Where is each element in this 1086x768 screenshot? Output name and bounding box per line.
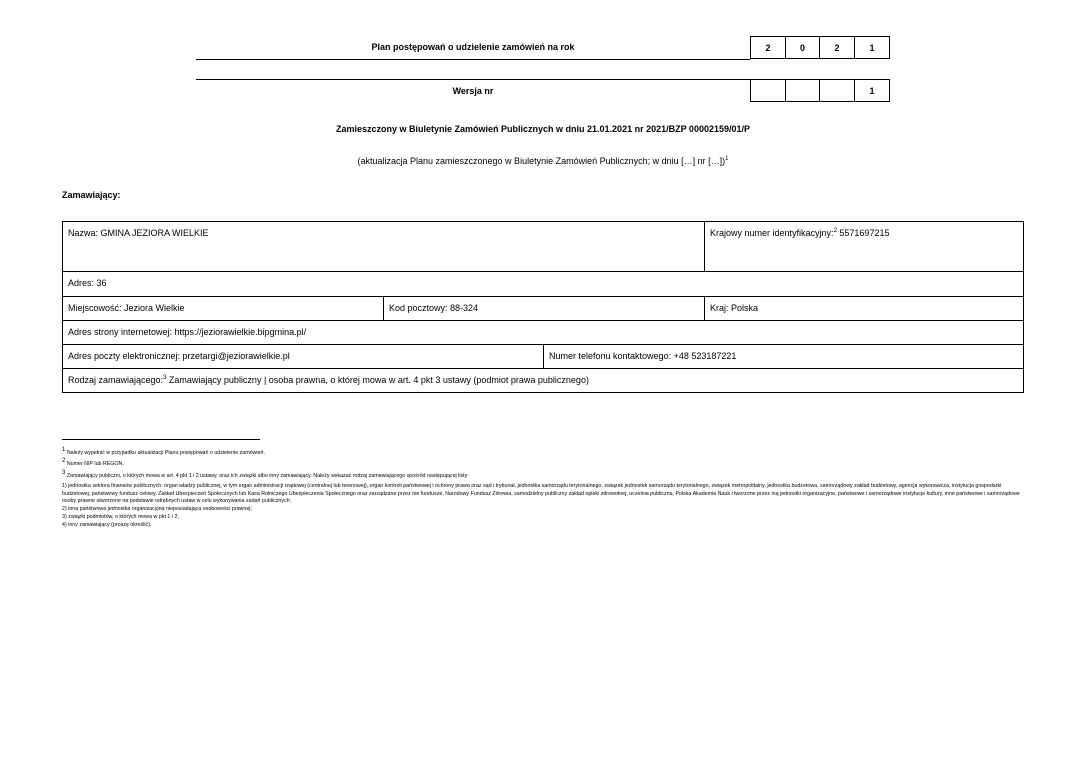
table-row xyxy=(63,368,1023,392)
country-cell: Kraj: Polska xyxy=(704,297,1023,320)
version-digit xyxy=(751,80,785,101)
update-line xyxy=(0,156,1086,166)
footnote-3-item: 4) inny zamawiający (proszę określić). xyxy=(62,521,152,528)
nip-cell xyxy=(704,222,1023,271)
phone-cell: Numer telefonu kontaktowego: +48 523187221 xyxy=(543,345,1023,368)
footnote-1 xyxy=(62,447,1024,458)
nip-value: 5571697215 xyxy=(836,228,890,238)
type-cell xyxy=(63,369,1023,392)
email-cell: Adres poczty elektronicznej: przetargi@jeziorawielkie.pl xyxy=(68,351,290,361)
table-row xyxy=(63,320,1023,344)
ordering-party-table xyxy=(62,221,1024,393)
footnote-number: 1 xyxy=(62,447,66,454)
version-boxes xyxy=(750,79,890,102)
table-row xyxy=(63,222,1023,271)
footnote-text: Zamawiający publiczni, o których mowa w art. 4 pkt 1 i 2 ustawy, oraz ich związki albo inny zamawiający. Należy wskazać rodzaj zamawiającego spośród następującej listy: xyxy=(65,473,469,479)
footnote-number: 2 xyxy=(62,458,66,465)
published-line: Zamieszczony w Biuletynie Zamówień Publicznych w dniu 21.01.2021 nr 2021/BZP 00002159/01/P xyxy=(335,124,750,134)
footnote-text: Należy wypełnić w przypadku aktualizacji Planu postępowań o udzielenie zamówień. xyxy=(65,450,265,456)
footnote-ref: 1 xyxy=(725,156,729,162)
postal-code-cell: Kod pocztowy: 88-324 xyxy=(383,297,704,320)
divider-line xyxy=(196,79,750,80)
nip-label: Krajowy numer identyfikacyjny: xyxy=(710,228,834,238)
version-digit xyxy=(785,80,819,101)
footnote-separator xyxy=(62,439,260,440)
version-digit: 1 xyxy=(854,80,889,101)
footnote-3-item: 2) inna państwowa jednostka organizacyjna nieposiadająca osobowości prawnej; xyxy=(62,506,252,513)
year-digit: 1 xyxy=(854,37,889,58)
year-boxes xyxy=(750,36,890,59)
table-row xyxy=(63,296,1023,320)
divider-line xyxy=(196,59,750,60)
type-value: Zamawiający publiczny | osoba prawna, o której mowa w art. 4 pkt 3 ustawy (podmiot prawa publicznego) xyxy=(166,375,589,385)
footnote-3-intro xyxy=(62,470,1024,481)
name-cell: Nazwa: GMINA JEZIORA WIELKIE xyxy=(68,228,209,238)
version-label: Wersja nr xyxy=(452,86,494,96)
update-line-text: (aktualizacja Planu zamieszczonego w Biuletynie Zamówień Publicznych; w dniu […] nr […]) xyxy=(357,156,726,166)
table-row xyxy=(63,271,1023,296)
footnote-text: Numer NIP lub REGON. xyxy=(65,461,124,467)
footnote-ref: 2 xyxy=(833,228,837,234)
footnote-number: 3 xyxy=(62,470,66,477)
address-cell: Adres: 36 xyxy=(68,278,107,288)
year-digit: 0 xyxy=(785,37,819,58)
footnote-3-item: 1) jednostka sektora finansów publicznych: organ władzy publicznej, w tym organ administracji rządowej (centralnej lub terenowej), organ kontroli państwowej i ochrony prawa oraz sąd i trybunał, jednostka samorządu terytorialnego, związek jednostek samorządu terytorialnego, związek metropolitalny, jednostka budżetowa, samorządowy zakład budżetowy, agencja wykonawcza, instytucja gospodarki budżetowej, państwowy fundusz celowy, Zakład Ubezpieczeń Społecznych lub Kasa Rolniczego Ubezpieczenia Społecznego oraz zarządzane przez nie fundusze, Narodowy Fundusz Zdrowia, samodzielny publiczny zakład opieki zdrowotnej, uczelnia publiczna, Polska Akademia Nauk i tworzone przez nią jednostki organizacyjne, państwowe i samorządowe instytucje kultury, inne państwowe i samorządowe osoby prawne utworzone na podstawie odrębnych ustaw w celu wykonywania zadań publicznych; xyxy=(62,482,1020,505)
plan-title: Plan postępowań o udzielenie zamówień na rok xyxy=(371,42,575,52)
footnote-ref: 3 xyxy=(163,375,167,381)
city-cell: Miejscowość: Jeziora Wielkie xyxy=(68,303,185,313)
version-digit xyxy=(819,80,854,101)
footnote-3 xyxy=(62,470,1024,530)
ordering-party-label: Zamawiający: xyxy=(62,190,121,200)
type-label: Rodzaj zamawiającego: xyxy=(68,375,164,385)
footnote-3-item: 3) związki podmiotów, o których mowa w pkt 1 i 2; xyxy=(62,513,179,520)
year-digit: 2 xyxy=(819,37,854,58)
footnote-2 xyxy=(62,458,1024,469)
table-row xyxy=(63,344,1023,368)
year-digit: 2 xyxy=(765,42,771,53)
website-cell: Adres strony internetowej: https://jeziorawielkie.bipgmina.pl/ xyxy=(68,327,307,337)
